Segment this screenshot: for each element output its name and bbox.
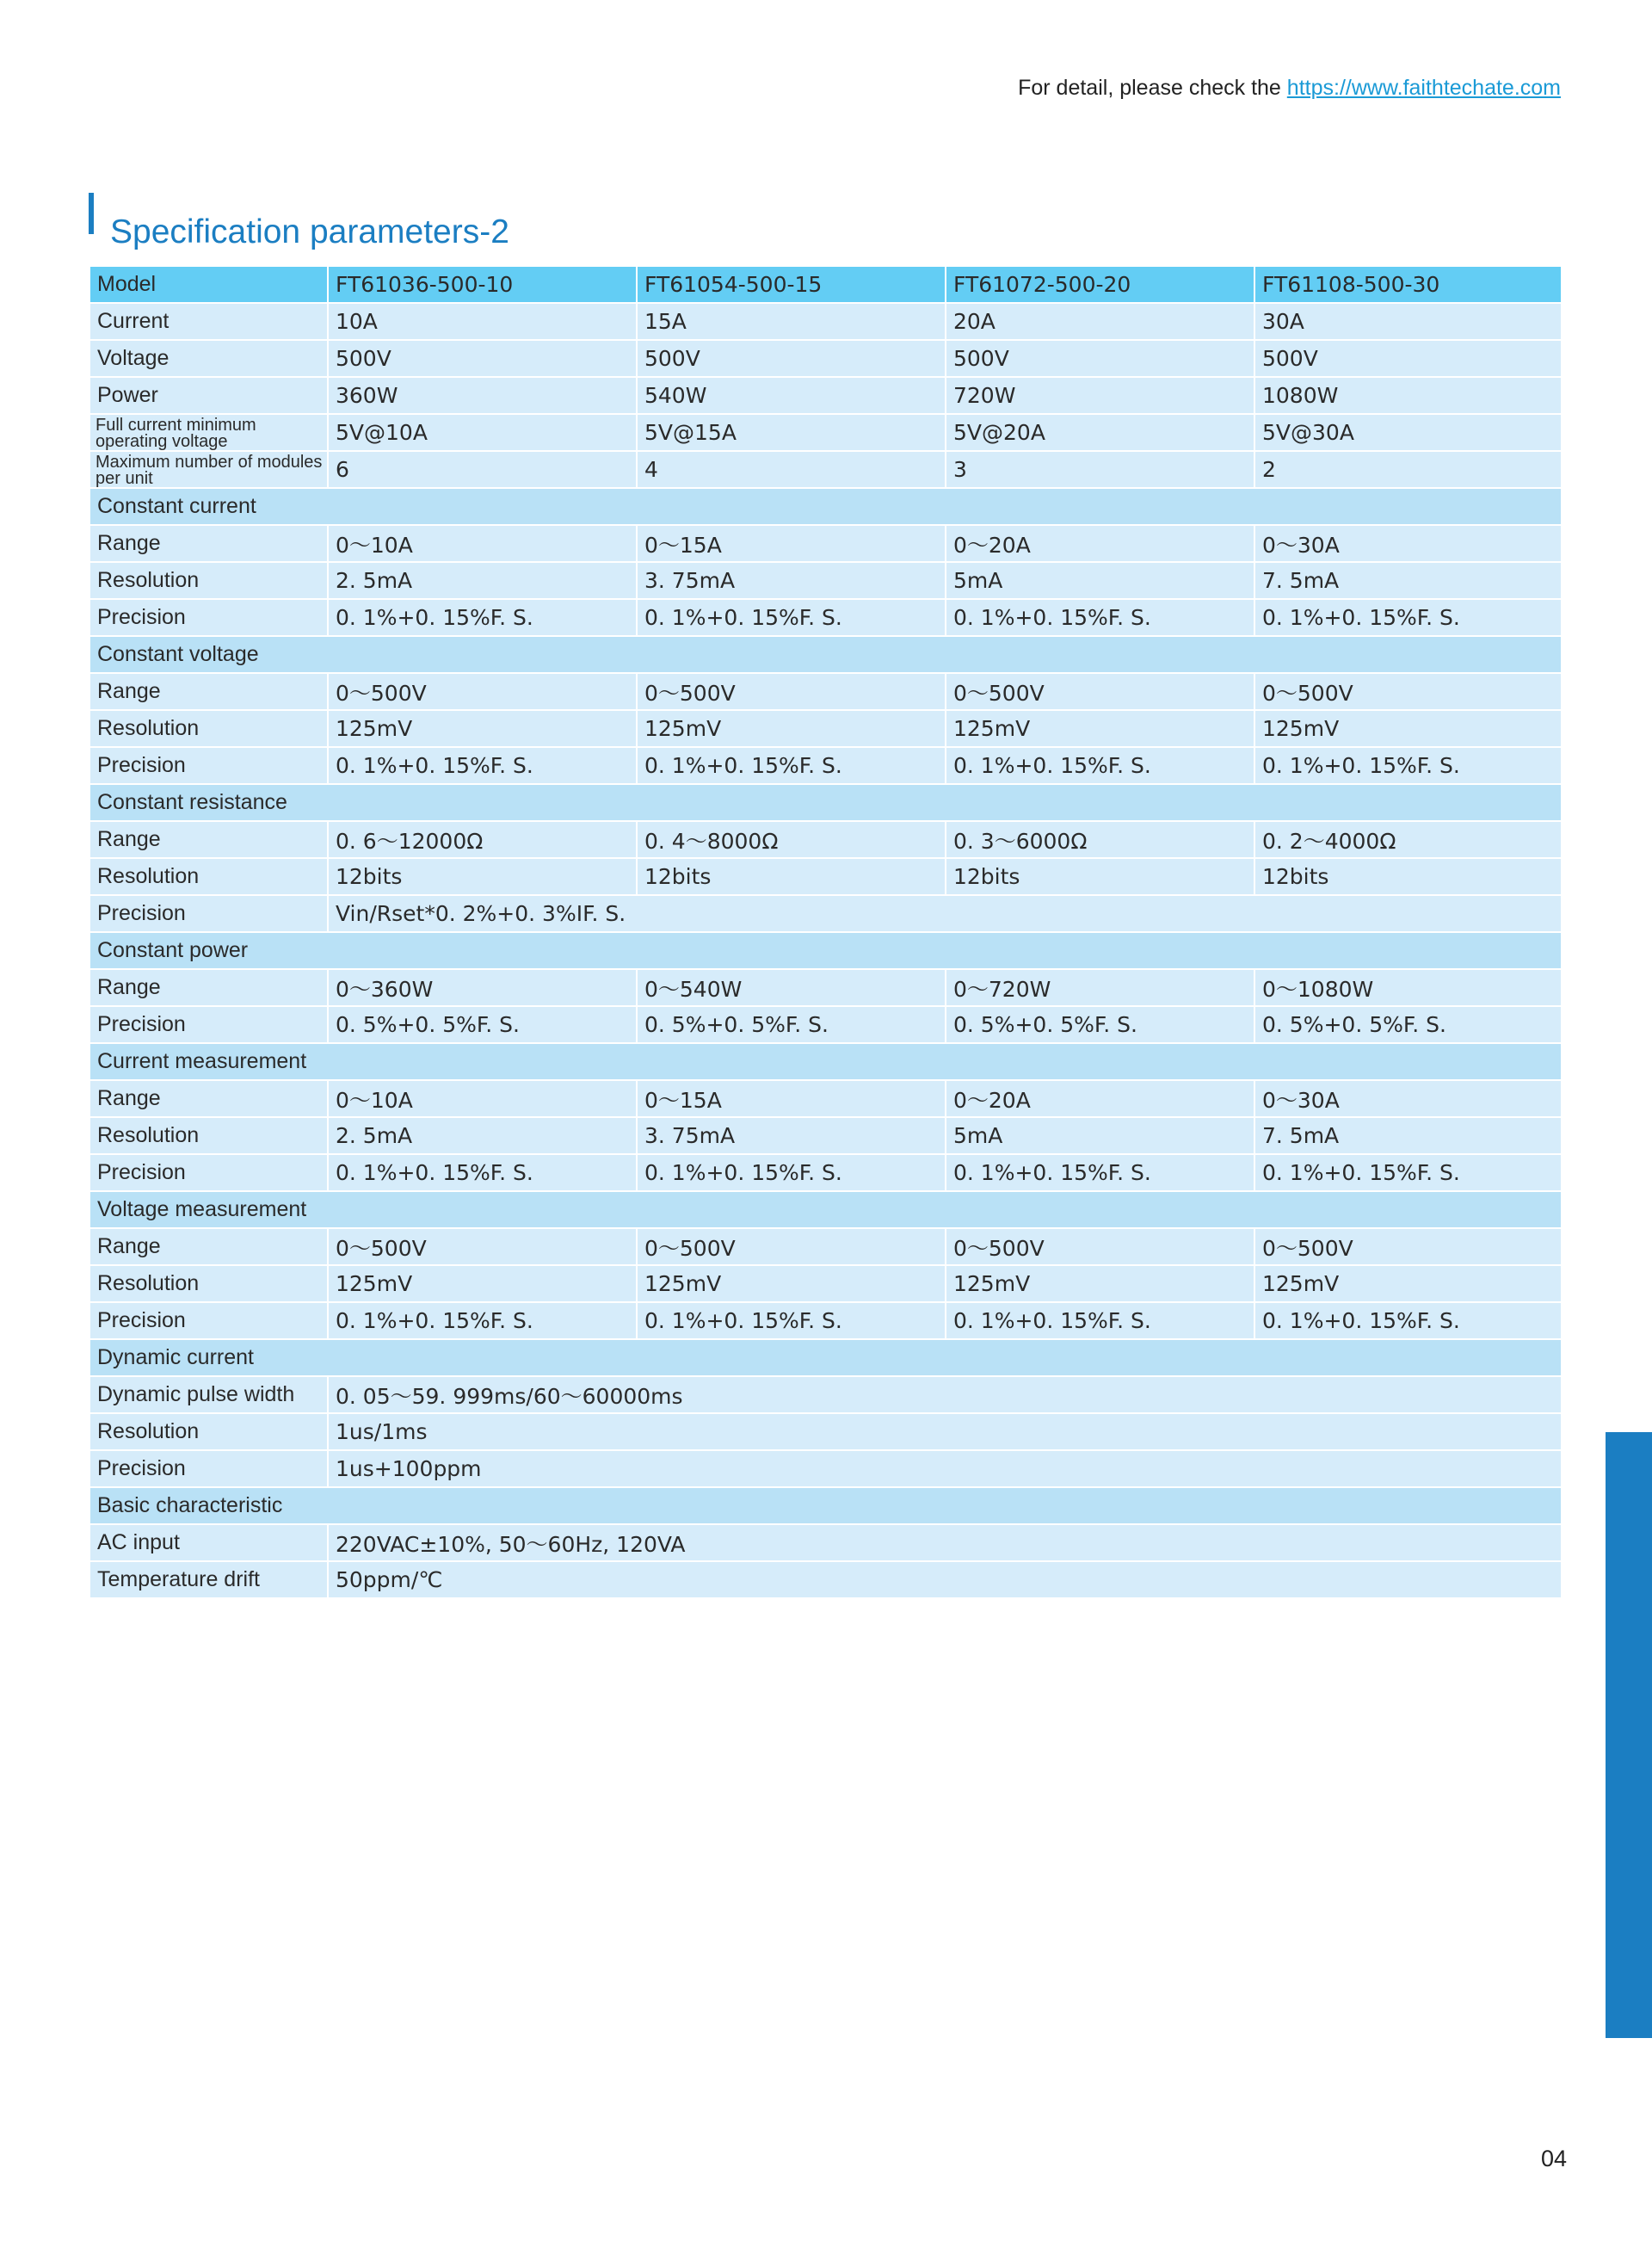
header-note-text: For detail, please check the [1018, 76, 1281, 100]
row-label: Range [89, 1080, 328, 1117]
page-title: Specification parameters-2 [110, 213, 509, 251]
title-accent-bar [89, 193, 94, 234]
section-heading: Constant power [89, 932, 1562, 969]
table-cell: 50ppm/℃ [328, 1561, 1562, 1598]
row-label: Resolution [89, 1413, 328, 1450]
table-cell: 0. 1%+0. 15%F. S. [946, 1154, 1254, 1191]
table-cell: 12bits [328, 858, 637, 895]
row-label: Precision [89, 1154, 328, 1191]
row-label: Temperature drift [89, 1561, 328, 1598]
model-name: FT61036-500-10 [328, 266, 637, 303]
table-cell: 1us+100ppm [328, 1450, 1562, 1487]
table-cell: 125mV [1254, 1265, 1562, 1302]
table-cell: 15A [637, 303, 946, 340]
row-label: Resolution [89, 858, 328, 895]
table-cell: 2. 5mA [328, 1117, 637, 1154]
row-label: Resolution [89, 710, 328, 747]
table-cell: 5mA [946, 1117, 1254, 1154]
table-cell: 0～500V [637, 1228, 946, 1265]
row-label: Resolution [89, 562, 328, 599]
table-cell: 6 [328, 451, 637, 488]
table-cell: 7. 5mA [1254, 1117, 1562, 1154]
table-cell: 0～20A [946, 1080, 1254, 1117]
table-cell: 0. 1%+0. 15%F. S. [328, 599, 637, 636]
table-cell: 0～10A [328, 1080, 637, 1117]
table-row [89, 821, 1562, 858]
table-cell: 125mV [1254, 710, 1562, 747]
row-label: Range [89, 673, 328, 710]
table-row [89, 303, 1562, 340]
section-row [89, 488, 1562, 525]
section-heading: Dynamic current [89, 1339, 1562, 1376]
table-cell: 0～500V [637, 673, 946, 710]
table-cell: 125mV [946, 710, 1254, 747]
table-row [89, 1376, 1562, 1413]
table-cell: 0～540W [637, 969, 946, 1006]
table-cell: 0. 1%+0. 15%F. S. [637, 747, 946, 784]
table-row [89, 414, 1562, 451]
table-cell: 12bits [946, 858, 1254, 895]
table-cell: 0. 1%+0. 15%F. S. [1254, 1154, 1562, 1191]
row-label: Precision [89, 895, 328, 932]
table-cell: 125mV [637, 710, 946, 747]
table-cell: 5V@20A [946, 414, 1254, 451]
section-row [89, 1043, 1562, 1080]
table-cell: 2. 5mA [328, 562, 637, 599]
model-label: Model [89, 266, 328, 303]
row-label: Precision [89, 1302, 328, 1339]
table-cell: 0. 1%+0. 15%F. S. [637, 1154, 946, 1191]
table-row [89, 1450, 1562, 1487]
table-row [89, 562, 1562, 599]
table-cell: 5mA [946, 562, 1254, 599]
table-cell: 125mV [637, 1265, 946, 1302]
row-label: Full current minimum operating voltage [89, 414, 328, 451]
table-cell: 0. 1%+0. 15%F. S. [946, 599, 1254, 636]
table-row [89, 710, 1562, 747]
table-cell: 500V [946, 340, 1254, 377]
model-name: FT61108-500-30 [1254, 266, 1562, 303]
table-cell: 0. 6～12000Ω [328, 821, 637, 858]
row-label: Resolution [89, 1265, 328, 1302]
table-cell: 0. 5%+0. 5%F. S. [946, 1006, 1254, 1043]
section-row [89, 1339, 1562, 1376]
table-cell: 0. 5%+0. 5%F. S. [637, 1006, 946, 1043]
table-cell: 0～720W [946, 969, 1254, 1006]
table-cell: 0～500V [328, 1228, 637, 1265]
table-cell: Vin/Rset*0. 2%+0. 3%IF. S. [328, 895, 1562, 932]
model-name: FT61054-500-15 [637, 266, 946, 303]
row-label: AC input [89, 1524, 328, 1561]
table-row [89, 1228, 1562, 1265]
table-row [89, 858, 1562, 895]
table-row [89, 525, 1562, 562]
row-label: Power [89, 377, 328, 414]
table-cell: 5V@30A [1254, 414, 1562, 451]
table-cell: 7. 5mA [1254, 562, 1562, 599]
table-cell: 500V [328, 340, 637, 377]
table-row [89, 451, 1562, 488]
table-cell: 30A [1254, 303, 1562, 340]
page-number: 04 [1540, 2146, 1567, 2171]
table-cell: 0. 1%+0. 15%F. S. [328, 1154, 637, 1191]
table-cell: 0～500V [946, 673, 1254, 710]
table-row [89, 673, 1562, 710]
row-label: Resolution [89, 1117, 328, 1154]
table-row [89, 340, 1562, 377]
section-heading: Constant resistance [89, 784, 1562, 821]
row-label: Precision [89, 599, 328, 636]
table-cell: 540W [637, 377, 946, 414]
website-link[interactable]: https://www.faithtechate.com [1286, 76, 1561, 100]
table-cell: 12bits [1254, 858, 1562, 895]
table-cell: 0. 1%+0. 15%F. S. [328, 747, 637, 784]
table-cell: 1us/1ms [328, 1413, 1562, 1450]
table-cell: 0～10A [328, 525, 637, 562]
table-cell: 125mV [946, 1265, 1254, 1302]
table-row [89, 747, 1562, 784]
table-row [89, 1265, 1562, 1302]
table-cell: 0～500V [1254, 1228, 1562, 1265]
section-heading: Voltage measurement [89, 1191, 1562, 1228]
model-row [89, 266, 1562, 303]
table-cell: 125mV [328, 710, 637, 747]
section-row [89, 784, 1562, 821]
table-cell: 0. 2～4000Ω [1254, 821, 1562, 858]
table-cell: 3. 75mA [637, 562, 946, 599]
section-row [89, 932, 1562, 969]
table-row [89, 1080, 1562, 1117]
table-row [89, 377, 1562, 414]
row-label: Range [89, 525, 328, 562]
row-label: Range [89, 969, 328, 1006]
section-heading: Basic characteristic [89, 1487, 1562, 1524]
section-row [89, 1487, 1562, 1524]
table-row [89, 895, 1562, 932]
table-cell: 10A [328, 303, 637, 340]
table-row [89, 969, 1562, 1006]
table-cell: 500V [637, 340, 946, 377]
header-note [1018, 76, 1561, 101]
table-row [89, 1561, 1562, 1598]
table-cell: 720W [946, 377, 1254, 414]
table-cell: 5V@10A [328, 414, 637, 451]
table-cell: 0～30A [1254, 525, 1562, 562]
table-cell: 5V@15A [637, 414, 946, 451]
table-cell: 0. 5%+0. 5%F. S. [1254, 1006, 1562, 1043]
table-cell: 0. 3～6000Ω [946, 821, 1254, 858]
table-cell: 0～500V [946, 1228, 1254, 1265]
table-cell: 0～20A [946, 525, 1254, 562]
table-cell: 0. 1%+0. 15%F. S. [1254, 747, 1562, 784]
table-cell: 500V [1254, 340, 1562, 377]
section-heading: Constant voltage [89, 636, 1562, 673]
table-cell: 125mV [328, 1265, 637, 1302]
section-row [89, 1191, 1562, 1228]
side-tab [1606, 1432, 1652, 2038]
table-cell: 0. 05～59. 999ms/60～60000ms [328, 1376, 1562, 1413]
row-label: Precision [89, 1450, 328, 1487]
table-row [89, 1302, 1562, 1339]
spec-table-body [89, 266, 1562, 1598]
table-cell: 0. 1%+0. 15%F. S. [1254, 1302, 1562, 1339]
table-row [89, 1117, 1562, 1154]
table-cell: 4 [637, 451, 946, 488]
table-cell: 0～500V [328, 673, 637, 710]
table-cell: 0. 1%+0. 15%F. S. [637, 1302, 946, 1339]
table-cell: 0. 1%+0. 15%F. S. [328, 1302, 637, 1339]
row-label: Current [89, 303, 328, 340]
table-row [89, 1006, 1562, 1043]
table-cell: 220VAC±10%, 50～60Hz, 120VA [328, 1524, 1562, 1561]
table-cell: 0～15A [637, 525, 946, 562]
table-cell: 3. 75mA [637, 1117, 946, 1154]
table-cell: 0～360W [328, 969, 637, 1006]
row-label: Dynamic pulse width [89, 1376, 328, 1413]
section-row [89, 636, 1562, 673]
row-label: Range [89, 1228, 328, 1265]
row-label: Precision [89, 1006, 328, 1043]
table-cell: 2 [1254, 451, 1562, 488]
table-cell: 0. 1%+0. 15%F. S. [946, 1302, 1254, 1339]
table-cell: 0. 4～8000Ω [637, 821, 946, 858]
table-cell: 0. 1%+0. 15%F. S. [946, 747, 1254, 784]
table-row [89, 1524, 1562, 1561]
spec-table [89, 265, 1563, 1599]
table-cell: 0. 5%+0. 5%F. S. [328, 1006, 637, 1043]
table-row [89, 599, 1562, 636]
table-cell: 0～15A [637, 1080, 946, 1117]
row-label: Range [89, 821, 328, 858]
section-heading: Current measurement [89, 1043, 1562, 1080]
row-label: Maximum number of modules per unit [89, 451, 328, 488]
table-cell: 0. 1%+0. 15%F. S. [1254, 599, 1562, 636]
table-row [89, 1154, 1562, 1191]
table-cell: 0～1080W [1254, 969, 1562, 1006]
table-cell: 20A [946, 303, 1254, 340]
table-cell: 0～30A [1254, 1080, 1562, 1117]
row-label: Precision [89, 747, 328, 784]
table-cell: 0. 1%+0. 15%F. S. [637, 599, 946, 636]
row-label: Voltage [89, 340, 328, 377]
table-cell: 0～500V [1254, 673, 1562, 710]
section-heading: Constant current [89, 488, 1562, 525]
table-cell: 360W [328, 377, 637, 414]
table-row [89, 1413, 1562, 1450]
table-cell: 12bits [637, 858, 946, 895]
table-cell: 3 [946, 451, 1254, 488]
model-name: FT61072-500-20 [946, 266, 1254, 303]
table-cell: 1080W [1254, 377, 1562, 414]
